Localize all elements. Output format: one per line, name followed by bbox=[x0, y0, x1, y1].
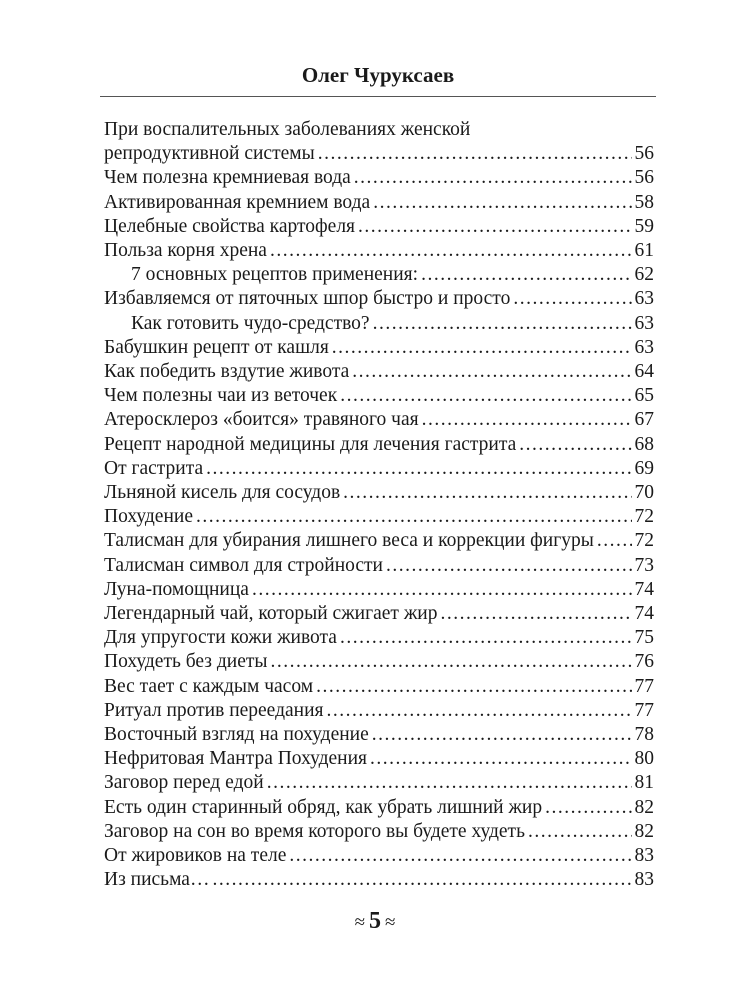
toc-entry-title: репродуктивной системы bbox=[104, 143, 315, 165]
toc-entry-page: 81 bbox=[634, 772, 654, 794]
toc-entry bbox=[104, 578, 654, 602]
toc-dot-leader bbox=[271, 650, 632, 674]
toc-entry-page: 73 bbox=[634, 554, 654, 576]
toc-entry bbox=[104, 868, 654, 892]
toc-dot-leader bbox=[370, 747, 631, 771]
toc-entry bbox=[104, 675, 654, 699]
toc-dot-leader bbox=[373, 191, 631, 215]
toc-entry bbox=[104, 820, 654, 844]
toc-entry bbox=[104, 166, 654, 190]
toc-entry-page: 59 bbox=[634, 215, 654, 237]
toc-entry bbox=[104, 554, 654, 578]
toc-entry-title: Луна-помощница bbox=[104, 578, 249, 600]
page-number: 5 bbox=[369, 908, 381, 934]
toc-entry bbox=[104, 142, 654, 166]
toc-entry bbox=[104, 457, 654, 481]
toc-dot-leader bbox=[327, 699, 632, 723]
toc-entry-page: 83 bbox=[634, 869, 654, 891]
toc-entry bbox=[104, 336, 654, 360]
toc-entry-title: 7 основных рецептов применения: bbox=[131, 264, 419, 286]
toc-dot-leader bbox=[545, 796, 631, 820]
toc-entry-page: 82 bbox=[634, 796, 654, 818]
toc-entry-title: Из письма… bbox=[104, 869, 210, 891]
toc-entry-page: 77 bbox=[634, 699, 654, 721]
toc-entry-page: 78 bbox=[634, 724, 654, 746]
toc-entry-title: При воспалительных заболеваниях женской bbox=[104, 119, 471, 140]
toc-dot-leader bbox=[528, 820, 632, 844]
toc-entry-title: Ритуал против переедания bbox=[104, 699, 324, 721]
toc-dot-leader bbox=[340, 626, 632, 650]
toc-entry-page: 69 bbox=[634, 457, 654, 479]
toc-entry-title: Бабушкин рецепт от кашля bbox=[104, 336, 329, 358]
toc-entry bbox=[104, 844, 654, 868]
toc-entry-title: Избавляемся от пяточных шпор быстро и просто bbox=[104, 288, 511, 310]
toc-entry bbox=[104, 747, 654, 771]
toc-entry-title: Для упругости кожи живота bbox=[104, 627, 337, 649]
toc-entry-page: 56 bbox=[634, 143, 654, 165]
toc-entry-page: 72 bbox=[634, 506, 654, 528]
toc-dot-leader bbox=[358, 215, 631, 239]
toc-entry bbox=[104, 796, 654, 820]
toc-entry-title: Целебные свойства картофеля bbox=[104, 215, 356, 237]
toc-entry-title: Заговор на сон во время которого вы будете худеть bbox=[104, 820, 525, 842]
toc-dot-leader bbox=[354, 166, 632, 190]
toc-entry-page: 67 bbox=[634, 409, 654, 431]
running-header-author: Олег Чуруксаев bbox=[301, 63, 455, 87]
toc-entry bbox=[104, 312, 654, 336]
toc-entry bbox=[104, 263, 654, 287]
toc-dot-leader bbox=[196, 505, 632, 529]
toc-entry bbox=[104, 118, 654, 142]
toc-entry bbox=[104, 602, 654, 626]
toc-entry-page: 76 bbox=[634, 651, 654, 673]
toc-dot-leader bbox=[206, 457, 631, 481]
toc-entry-title: От гастрита bbox=[104, 457, 204, 479]
toc-entry bbox=[104, 771, 654, 795]
toc-entry-title: Активированная кремнием вода bbox=[104, 191, 371, 213]
toc-entry bbox=[104, 215, 654, 239]
toc-entry bbox=[104, 723, 654, 747]
toc-dot-leader bbox=[440, 602, 631, 626]
toc-entry-page: 74 bbox=[634, 603, 654, 625]
toc-entry-page: 63 bbox=[634, 288, 654, 310]
toc-dot-leader bbox=[513, 287, 631, 311]
toc-entry-page: 63 bbox=[634, 336, 654, 358]
toc-entry-title: Чем полезна кремниевая вода bbox=[104, 167, 351, 189]
toc-entry-page: 70 bbox=[634, 482, 654, 504]
toc-entry-page: 80 bbox=[634, 748, 654, 770]
toc-dot-leader bbox=[373, 312, 632, 336]
toc-entry-title: Талисман символ для стройности bbox=[104, 554, 383, 576]
toc-entry-page: 74 bbox=[634, 578, 654, 600]
toc-entry bbox=[104, 433, 654, 457]
toc-entry-title: Похудение bbox=[104, 506, 193, 528]
toc-dot-leader bbox=[519, 433, 631, 457]
table-of-contents bbox=[104, 118, 654, 893]
toc-entry bbox=[104, 650, 654, 674]
page-footer bbox=[0, 908, 750, 935]
toc-dot-leader bbox=[212, 868, 631, 892]
toc-entry-page: 72 bbox=[634, 530, 654, 552]
toc-entry bbox=[104, 191, 654, 215]
toc-dot-leader bbox=[352, 360, 631, 384]
toc-entry-page: 61 bbox=[634, 240, 654, 262]
toc-entry bbox=[104, 408, 654, 432]
toc-entry-title: Как готовить чудо-средство? bbox=[131, 312, 370, 334]
toc-dot-leader bbox=[421, 263, 631, 287]
toc-entry-page: 63 bbox=[634, 312, 654, 334]
toc-dot-leader bbox=[316, 675, 631, 699]
toc-entry-title: Вес тает с каждым часом bbox=[104, 675, 314, 697]
toc-entry-page: 75 bbox=[634, 627, 654, 649]
toc-entry-title: Легендарный чай, который сжигает жир bbox=[104, 603, 438, 625]
toc-dot-leader bbox=[386, 554, 632, 578]
toc-entry-title: Похудеть без диеты bbox=[104, 651, 268, 673]
toc-entry-title: Рецепт народной медицины для лечения гастрита bbox=[104, 433, 517, 455]
toc-entry bbox=[104, 481, 654, 505]
toc-entry-title: Нефритовая Мантра Похудения bbox=[104, 748, 368, 770]
toc-entry bbox=[104, 529, 654, 553]
toc-dot-leader bbox=[270, 239, 632, 263]
toc-entry-page: 64 bbox=[634, 361, 654, 383]
toc-entry bbox=[104, 239, 654, 263]
toc-dot-leader bbox=[289, 844, 631, 868]
toc-dot-leader bbox=[372, 723, 632, 747]
toc-dot-leader bbox=[267, 771, 632, 795]
toc-entry-title: Заговор перед едой bbox=[104, 772, 264, 794]
toc-entry bbox=[104, 384, 654, 408]
toc-entry-title: Польза корня хрена bbox=[104, 240, 267, 262]
toc-dot-leader bbox=[332, 336, 632, 360]
toc-entry-page: 65 bbox=[634, 385, 654, 407]
toc-entry-title: Как победить вздутие живота bbox=[104, 361, 350, 383]
toc-entry bbox=[104, 360, 654, 384]
toc-entry-title: Талисман для убирания лишнего веса и коррекции фигуры bbox=[104, 530, 594, 552]
toc-entry-page: 62 bbox=[634, 264, 654, 286]
header-rule bbox=[100, 96, 656, 97]
toc-entry-title: Льняной кисель для сосудов bbox=[104, 482, 341, 504]
footer-left-ornament: ≈ bbox=[354, 912, 365, 933]
toc-entry bbox=[104, 287, 654, 311]
toc-dot-leader bbox=[422, 408, 632, 432]
toc-entry-page: 58 bbox=[634, 191, 654, 213]
toc-entry-page: 77 bbox=[634, 675, 654, 697]
toc-dot-leader bbox=[318, 142, 632, 166]
toc-entry-title: Чем полезны чаи из веточек bbox=[104, 385, 338, 407]
toc-entry-title: Атеросклероз «боится» травяного чая bbox=[104, 409, 419, 431]
toc-entry-page: 56 bbox=[634, 167, 654, 189]
toc-dot-leader bbox=[252, 578, 632, 602]
toc-entry-page: 82 bbox=[634, 820, 654, 842]
toc-entry-title: Есть один старинный обряд, как убрать лишний жир bbox=[104, 796, 543, 818]
toc-entry bbox=[104, 505, 654, 529]
toc-entry-title: От жировиков на теле bbox=[104, 845, 287, 867]
toc-dot-leader bbox=[343, 481, 631, 505]
footer-right-ornament: ≈ bbox=[385, 912, 396, 933]
toc-entry bbox=[104, 626, 654, 650]
toc-entry-page: 68 bbox=[634, 433, 654, 455]
toc-dot-leader bbox=[340, 384, 631, 408]
toc-entry-title: Восточный взгляд на похудение bbox=[104, 724, 369, 746]
toc-dot-leader bbox=[597, 529, 632, 553]
toc-entry bbox=[104, 699, 654, 723]
toc-entry-page: 83 bbox=[634, 845, 654, 867]
